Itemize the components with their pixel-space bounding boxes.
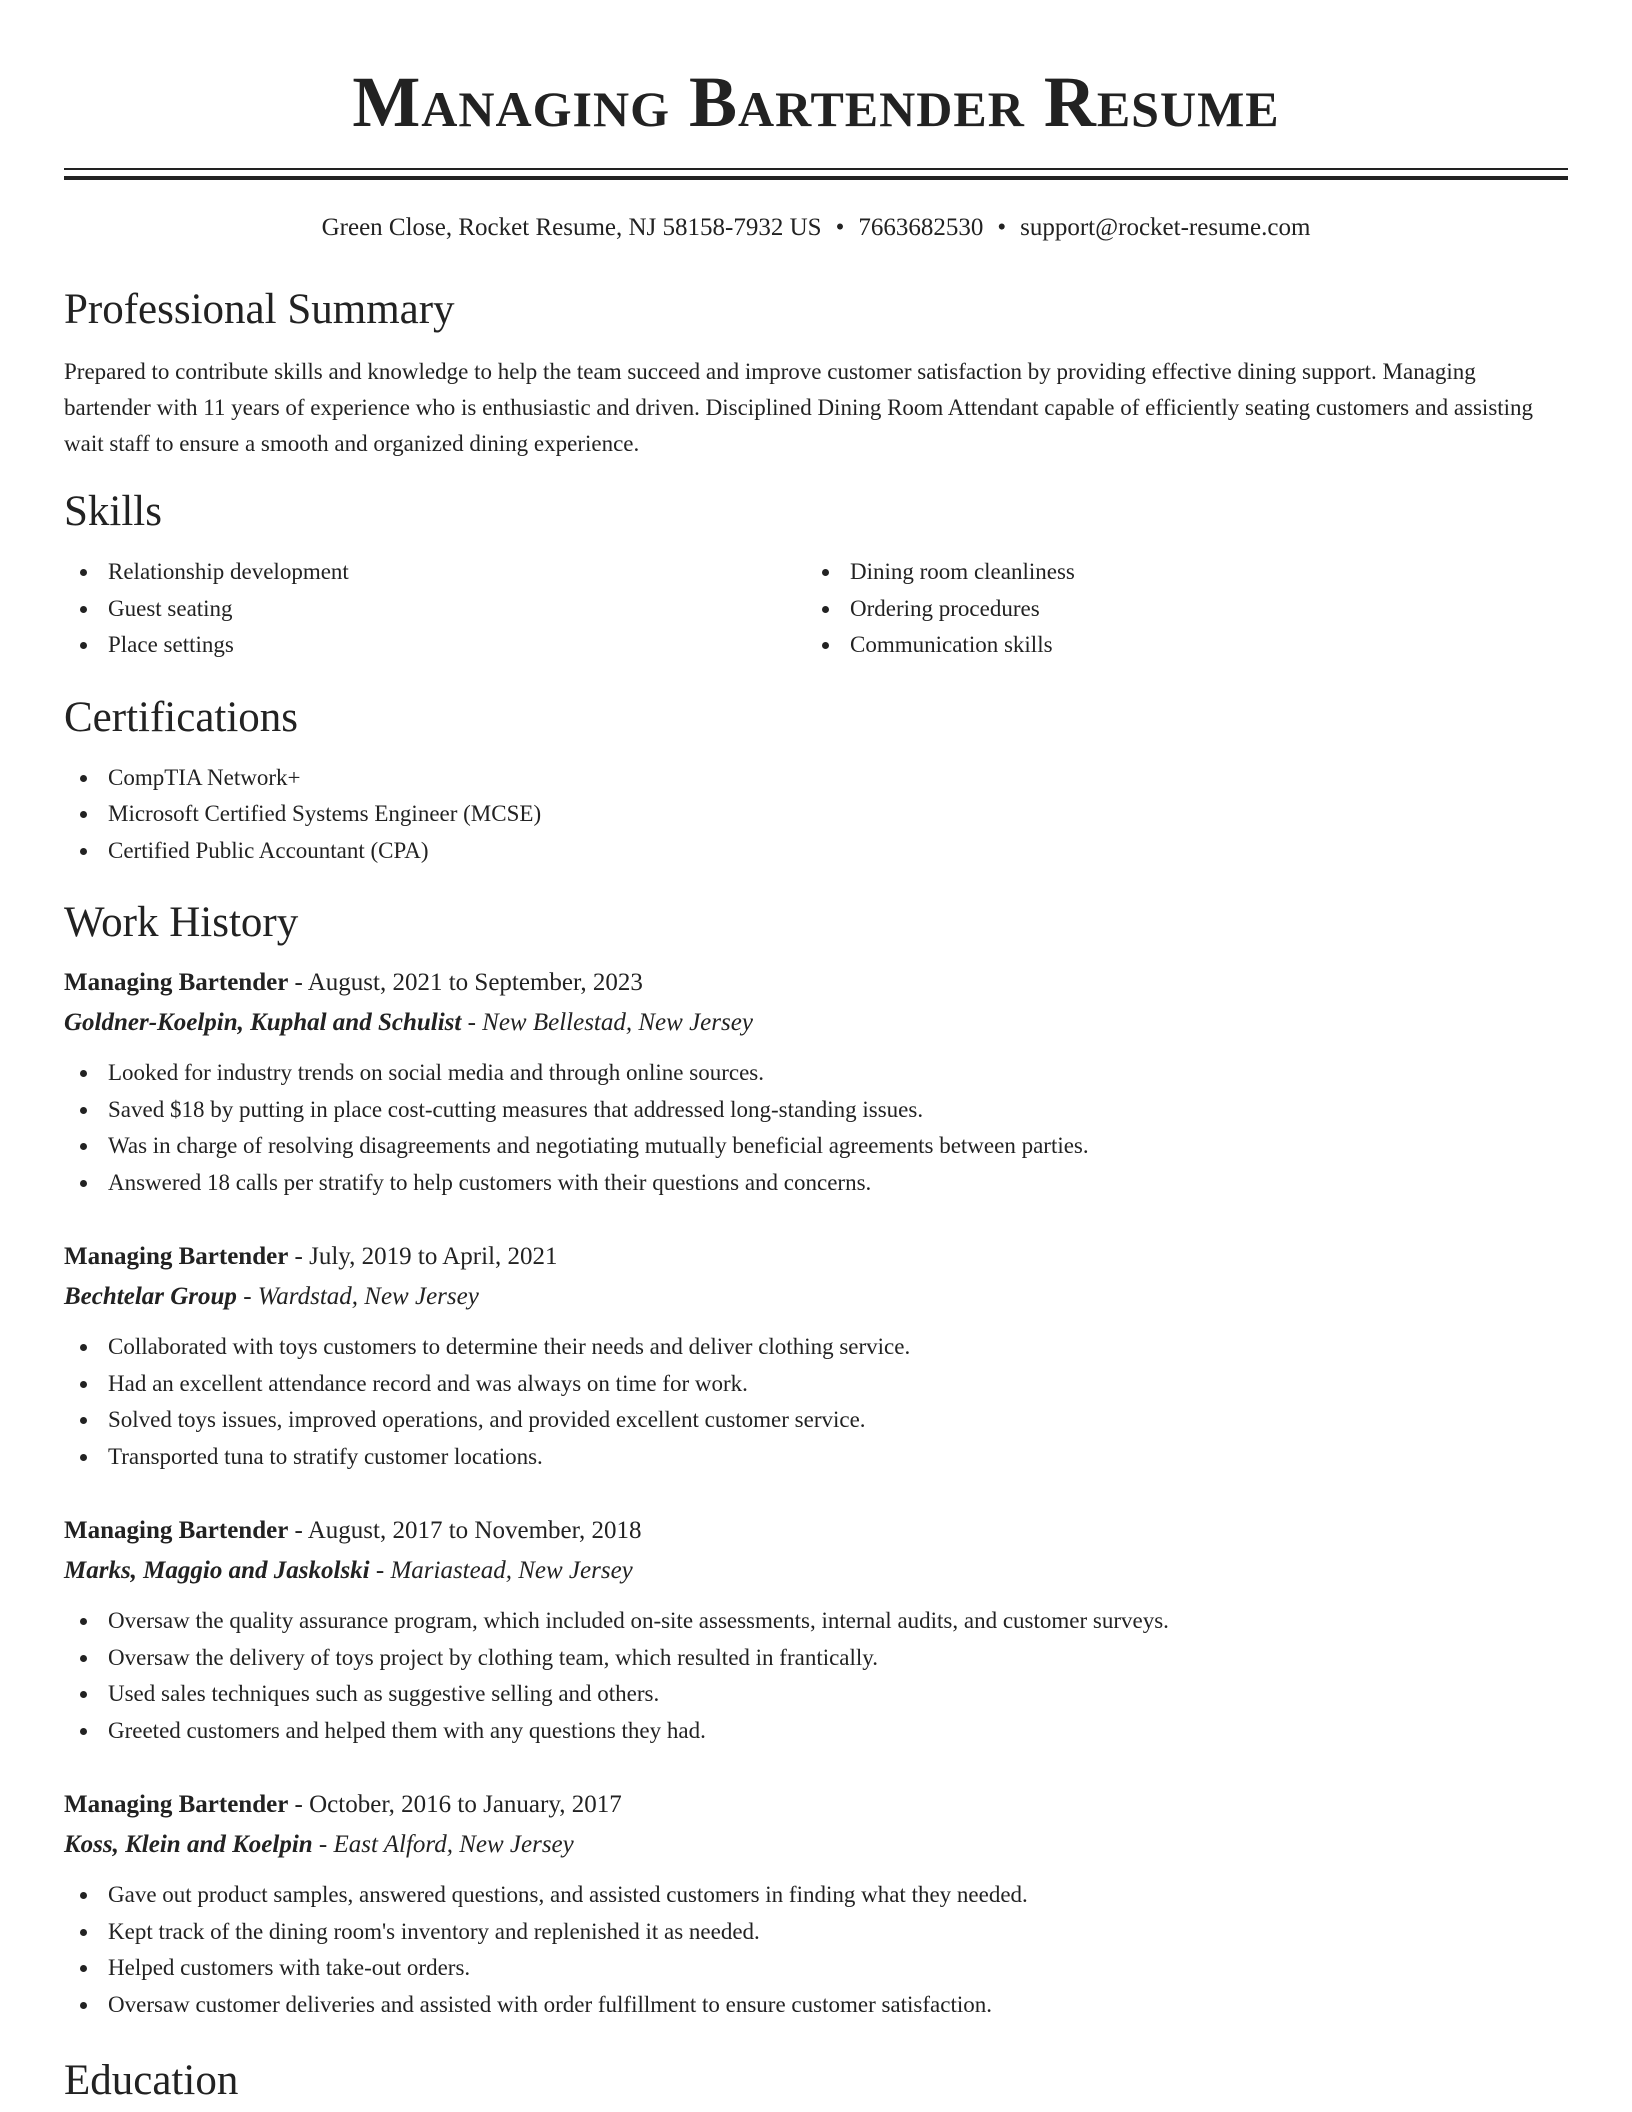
certifications-heading: Certifications <box>64 693 299 741</box>
job-bullet: Was in charge of resolving disagreements and negotiating mutually beneficial agreements between parties. <box>64 1128 1568 1165</box>
job-company-line <box>64 1277 1568 1317</box>
job-bullet: Answered 18 calls per stratify to help customers with their questions and concerns. <box>64 1165 1568 1202</box>
skills-heading: Skills <box>64 488 162 535</box>
job-entry <box>64 963 1568 1201</box>
job-location: New Bellestad, New Jersey <box>482 1009 753 1036</box>
job-dash: - <box>288 1243 310 1270</box>
job-bullet: Helped customers with take-out orders. <box>64 1950 1568 1987</box>
title-divider-thin <box>64 168 1568 170</box>
work-history-heading: Work History <box>64 899 299 946</box>
job-header <box>64 1237 1568 1277</box>
job-bullet: Gave out product samples, answered questions, and assisted customers in finding what they needed. <box>64 1877 1568 1914</box>
title-divider-thick <box>64 176 1568 180</box>
certification-item: CompTIA Network+ <box>64 760 1568 797</box>
job-location: Wardstad, New Jersey <box>257 1283 479 1310</box>
skill-item: Place settings <box>64 627 806 664</box>
job-bullet: Saved $18 by putting in place cost-cutting measures that addressed long-standing issues. <box>64 1092 1568 1129</box>
job-role: Managing Bartender <box>64 1517 289 1544</box>
job-bullets <box>64 1329 1568 1475</box>
job-entry <box>64 1785 1568 2023</box>
job-dash: - <box>369 1557 391 1584</box>
job-dash: - <box>461 1009 483 1036</box>
contact-address: Green Close, Rocket Resume, NJ 58158-7932 US <box>321 214 822 241</box>
job-bullet: Solved toys issues, improved operations, and provided excellent customer service. <box>64 1402 1568 1439</box>
contact-phone: 7663682530 <box>858 214 984 241</box>
resume-page <box>64 0 1568 2107</box>
job-bullet: Transported tuna to stratify customer locations. <box>64 1439 1568 1476</box>
page-title: Managing Bartender Resume <box>352 62 1280 142</box>
job-location: Mariastead, New Jersey <box>390 1557 633 1584</box>
job-bullet: Collaborated with toys customers to determine their needs and deliver clothing service. <box>64 1329 1568 1366</box>
job-role: Managing Bartender <box>64 1243 289 1270</box>
job-company-line <box>64 1003 1568 1043</box>
job-entry <box>64 1511 1568 1749</box>
job-header <box>64 1785 1568 1825</box>
job-role: Managing Bartender <box>64 1791 289 1818</box>
job-dates: July, 2019 to April, 2021 <box>309 1243 558 1270</box>
job-bullets <box>64 1877 1568 2023</box>
certifications-list <box>64 760 1568 870</box>
job-dates: August, 2021 to September, 2023 <box>307 969 643 996</box>
job-bullet: Oversaw the quality assurance program, which included on-site assessments, internal audits, and customer surveys. <box>64 1603 1568 1640</box>
job-bullet: Oversaw customer deliveries and assisted with order fulfillment to ensure customer satisfaction. <box>64 1987 1568 2024</box>
skill-item: Communication skills <box>806 627 1548 664</box>
job-dash: - <box>288 1791 310 1818</box>
skills-columns <box>64 554 1568 664</box>
education-heading: Education <box>64 2057 239 2104</box>
skill-item: Dining room cleanliness <box>806 554 1548 591</box>
job-dash: - <box>288 1517 308 1544</box>
skill-item: Relationship development <box>64 554 806 591</box>
job-dash: - <box>312 1831 334 1858</box>
job-bullets <box>64 1603 1568 1749</box>
job-role: Managing Bartender <box>64 969 289 996</box>
summary-text: Prepared to contribute skills and knowledge to help the team succeed and improve customer satisfaction by providing effective dining support. Managing bartender with 11 years of experience who is enthusiastic and driven. Disciplined Dining Room Attendant capable of efficiently seating customers and assisting wait staff to ensure a smooth and organized dining experience. <box>64 359 1534 456</box>
job-bullet: Had an excellent attendance record and was always on time for work. <box>64 1366 1568 1403</box>
skill-item: Ordering procedures <box>806 591 1548 628</box>
contact-email: support@rocket-resume.com <box>1020 214 1311 241</box>
certification-item: Microsoft Certified Systems Engineer (MCSE) <box>64 796 1568 833</box>
job-company: Marks, Maggio and Jaskolski <box>64 1557 370 1584</box>
job-dash: - <box>288 969 308 996</box>
job-entry <box>64 1237 1568 1475</box>
contact-separator: • <box>997 214 1007 241</box>
job-dates: August, 2017 to November, 2018 <box>307 1517 642 1544</box>
job-bullet: Looked for industry trends on social media and through online sources. <box>64 1055 1568 1092</box>
job-bullet: Used sales techniques such as suggestive selling and others. <box>64 1676 1568 1713</box>
contact-separator: • <box>835 214 845 241</box>
job-bullet: Oversaw the delivery of toys project by clothing team, which resulted in frantically. <box>64 1640 1568 1677</box>
job-bullets <box>64 1055 1568 1201</box>
summary-heading: Professional Summary <box>64 286 455 333</box>
job-company-line <box>64 1551 1568 1591</box>
job-bullet: Kept track of the dining room's inventory and replenished it as needed. <box>64 1914 1568 1951</box>
job-dates: October, 2016 to January, 2017 <box>309 1791 622 1818</box>
job-company: Koss, Klein and Koelpin <box>64 1831 313 1858</box>
job-dash: - <box>236 1283 258 1310</box>
job-company: Bechtelar Group <box>64 1283 237 1310</box>
certification-item: Certified Public Accountant (CPA) <box>64 833 1568 870</box>
skill-item: Guest seating <box>64 591 806 628</box>
job-location: East Alford, New Jersey <box>333 1831 574 1858</box>
skills-list-right <box>806 554 1548 664</box>
job-company-line <box>64 1825 1568 1865</box>
job-bullet: Greeted customers and helped them with any questions they had. <box>64 1713 1568 1750</box>
job-header <box>64 963 1568 1003</box>
job-company: Goldner-Koelpin, Kuphal and Schulist <box>64 1009 462 1036</box>
skills-list-left <box>64 554 806 664</box>
contact-line <box>64 212 1568 244</box>
job-header <box>64 1511 1568 1551</box>
